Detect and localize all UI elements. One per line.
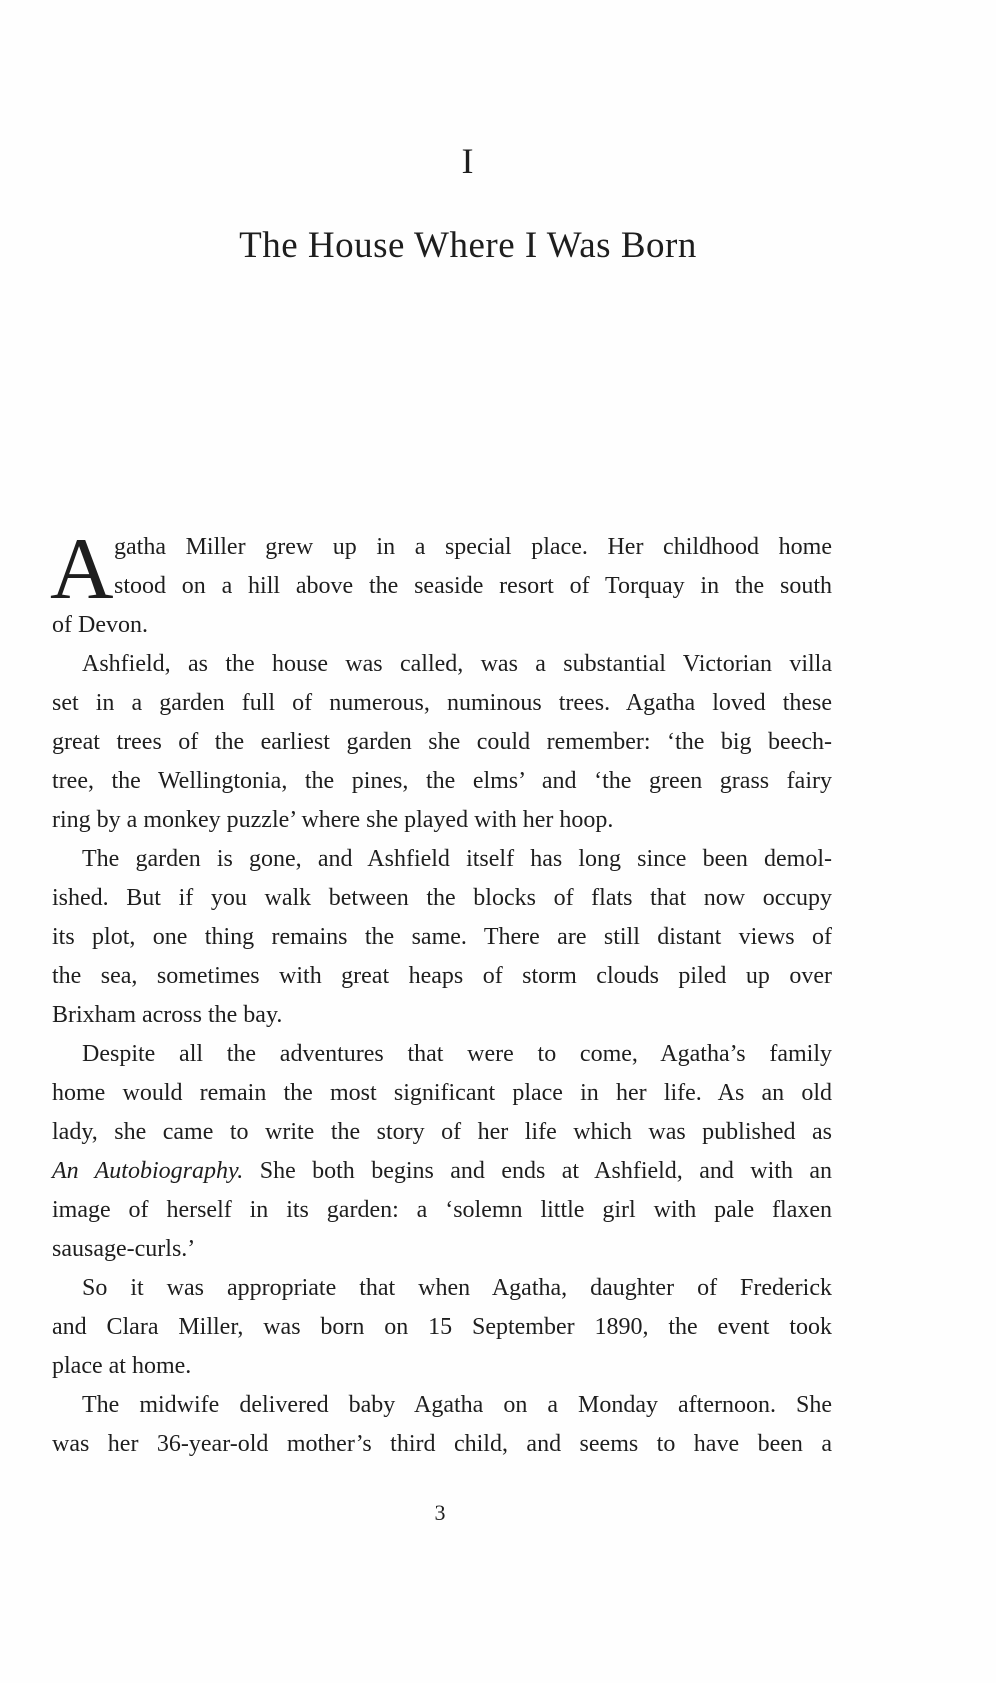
paragraph-4 bbox=[52, 1035, 832, 1269]
body-text bbox=[50, 521, 833, 1464]
text-line: set in a garden full of numerous, numinous trees. Agatha loved these bbox=[52, 690, 832, 716]
book-title-italic: An Autobiography. bbox=[52, 1158, 244, 1184]
text-line: The midwife delivered baby Agatha on a Monday afternoon. She bbox=[82, 1392, 832, 1418]
text-line: ished. But if you walk between the blocks of flats that now occupy bbox=[52, 885, 832, 911]
paragraph-3 bbox=[52, 840, 832, 1035]
text-line: its plot, one thing remains the same. There are still distant views of bbox=[52, 924, 832, 950]
text-span: She both begins and ends at Ashfield, and with an bbox=[243, 1158, 833, 1184]
text-line: gatha Miller grew up in a special place. Her childhood home bbox=[114, 534, 832, 560]
text-line-with-italic bbox=[52, 1152, 832, 1191]
text-line: was her 36-year-old mother’s third child, and seems to have been a bbox=[52, 1431, 832, 1457]
text-line: stood on a hill above the seaside resort of Torquay in the south bbox=[114, 573, 832, 599]
text-line: ring by a monkey puzzle’ where she played with her hoop. bbox=[52, 807, 614, 833]
page-number: 3 bbox=[434, 1500, 446, 1525]
text-line: So it was appropriate that when Agatha, daughter of Frederick bbox=[82, 1275, 832, 1301]
paragraph-5 bbox=[52, 1269, 832, 1386]
text-line: home would remain the most significant place in her life. As an old bbox=[52, 1080, 832, 1106]
chapter-title: The House Where I Was Born bbox=[239, 225, 697, 266]
text-line: Brixham across the bay. bbox=[52, 1002, 283, 1028]
text-line: great trees of the earliest garden she could remember: ‘the big beech- bbox=[52, 729, 832, 755]
text-line: image of herself in its garden: a ‘solemn little girl with pale flaxen bbox=[52, 1197, 832, 1223]
text-line: lady, she came to write the story of her life which was published as bbox=[52, 1119, 832, 1145]
text-line: sausage-curls.’ bbox=[52, 1236, 196, 1262]
paragraph-6 bbox=[52, 1386, 832, 1464]
paragraph-1 bbox=[50, 521, 832, 645]
paragraph-2 bbox=[52, 645, 832, 840]
text-line: and Clara Miller, was born on 15 September 1890, the event took bbox=[52, 1314, 832, 1340]
text-line: tree, the Wellingtonia, the pines, the elms’ and ‘the green grass fairy bbox=[52, 768, 832, 794]
chapter-number: I bbox=[461, 141, 475, 181]
drop-cap: A bbox=[50, 521, 114, 618]
text-line: Despite all the adventures that were to come, Agatha’s family bbox=[82, 1041, 832, 1067]
text-line: of Devon. bbox=[52, 612, 148, 638]
text-line: Ashfield, as the house was called, was a substantial Victorian villa bbox=[82, 651, 832, 677]
text-line: the sea, sometimes with great heaps of storm clouds piled up over bbox=[52, 963, 832, 989]
text-line: place at home. bbox=[52, 1353, 192, 1379]
text-line: The garden is gone, and Ashfield itself has long since been demol- bbox=[82, 846, 832, 872]
